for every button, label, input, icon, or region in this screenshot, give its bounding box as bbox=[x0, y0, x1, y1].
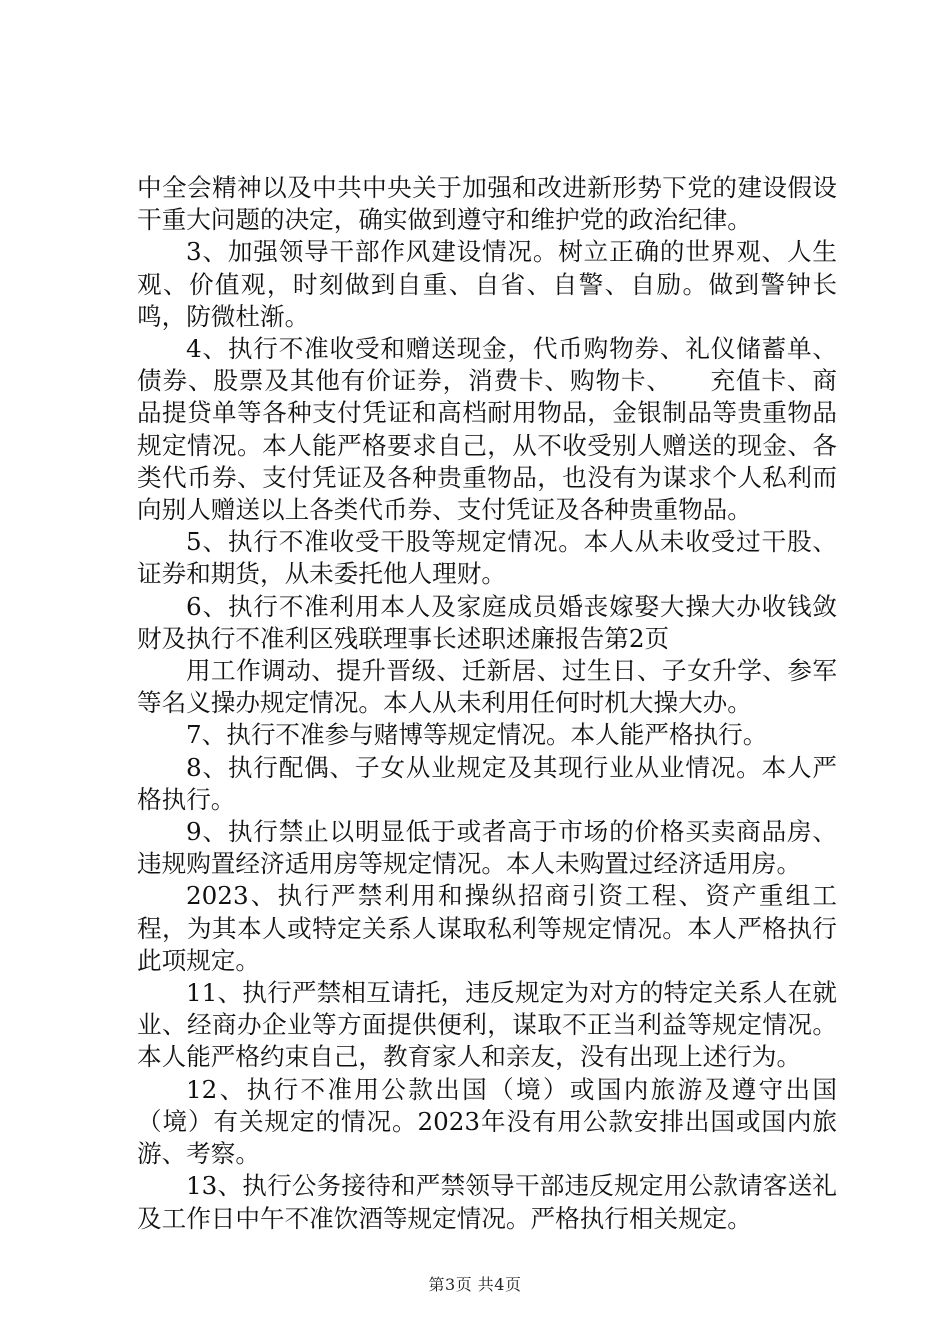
paragraph-continuation: 中全会精神以及中共中央关于加强和改进新形势下党的建设假设干重大问题的决定，确实做到遵守和维护党的政治纪律。 bbox=[137, 173, 837, 235]
paragraph-item-5: 5、执行不准收受干股等规定情况。本人从未收受过干股、证券和期货，从未委托他人理财。 bbox=[137, 527, 837, 589]
paragraph-item-7: 7、执行不准参与赌博等规定情况。本人能严格执行。 bbox=[186, 720, 768, 750]
paragraph-item-12: 12、执行不准用公款出国（境）或国内旅游及遵守出国（境）有关规定的情况。2023年没有用公款安排出国或国内旅游、考察。 bbox=[137, 1074, 837, 1169]
document-body bbox=[137, 172, 837, 1235]
paragraph-item-10: 2023、执行严禁利用和操纵招商引资工程、资产重组工程，为其本人或特定关系人谋取私利等规定情况。本人严格执行此项规定。 bbox=[137, 881, 837, 975]
paragraph-item-9: 9、执行禁止以明显低于或者高于市场的价格买卖商品房、违规购置经济适用房等规定情况。本人未购置过经济适用房。 bbox=[137, 817, 837, 879]
paragraph-item-3: 3、加强领导干部作风建设情况。树立正确的世界观、人生观、价值观，时刻做到自重、自省、自警、自励。做到警钟长鸣，防微杜渐。 bbox=[137, 237, 837, 331]
paragraph-item-4: 4、执行不准收受和赠送现金，代币购物券、礼仪储蓄单、债券、股票及其他有价证券，消费卡、购物卡、 充值卡、商品提贷单等各种支付凭证和高档耐用物品，金银制品等贵重物品规定情况。本人能严格要求自己，从不收受别人赠送的现金、各类代币券、支付凭证及各种贵重物品，也没有为谋求个人私利而向别人赠送以上各类代币券、支付凭证及各种贵重物品。 bbox=[137, 334, 837, 525]
paragraph-item-6-continued: 用工作调动、提升晋级、迁新居、过生日、子女升学、参军等名义操办规定情况。本人从未利用任何时机大操大办。 bbox=[137, 656, 837, 718]
paragraph-item-11: 11、执行严禁相互请托，违反规定为对方的特定关系人在就业、经商办企业等方面提供便利，谋取不正当利益等规定情况。本人能严格约束自己，教育家人和亲友，没有出现上述行为。 bbox=[137, 978, 837, 1072]
paragraph-item-6: 6、执行不准利用本人及家庭成员婚丧嫁娶大操大办收钱敛财及执行不准利区残联理事长述职述廉报告第2页 bbox=[137, 591, 837, 653]
paragraph-item-8: 8、执行配偶、子女从业规定及其现行业从业情况。本人严格执行。 bbox=[137, 752, 837, 814]
page-number-footer: 第3页 共4页 bbox=[428, 1275, 522, 1294]
paragraph-item-13: 13、执行公务接待和严禁领导干部违反规定用公款请客送礼及工作日中午不准饮酒等规定情况。严格执行相关规定。 bbox=[137, 1171, 837, 1233]
